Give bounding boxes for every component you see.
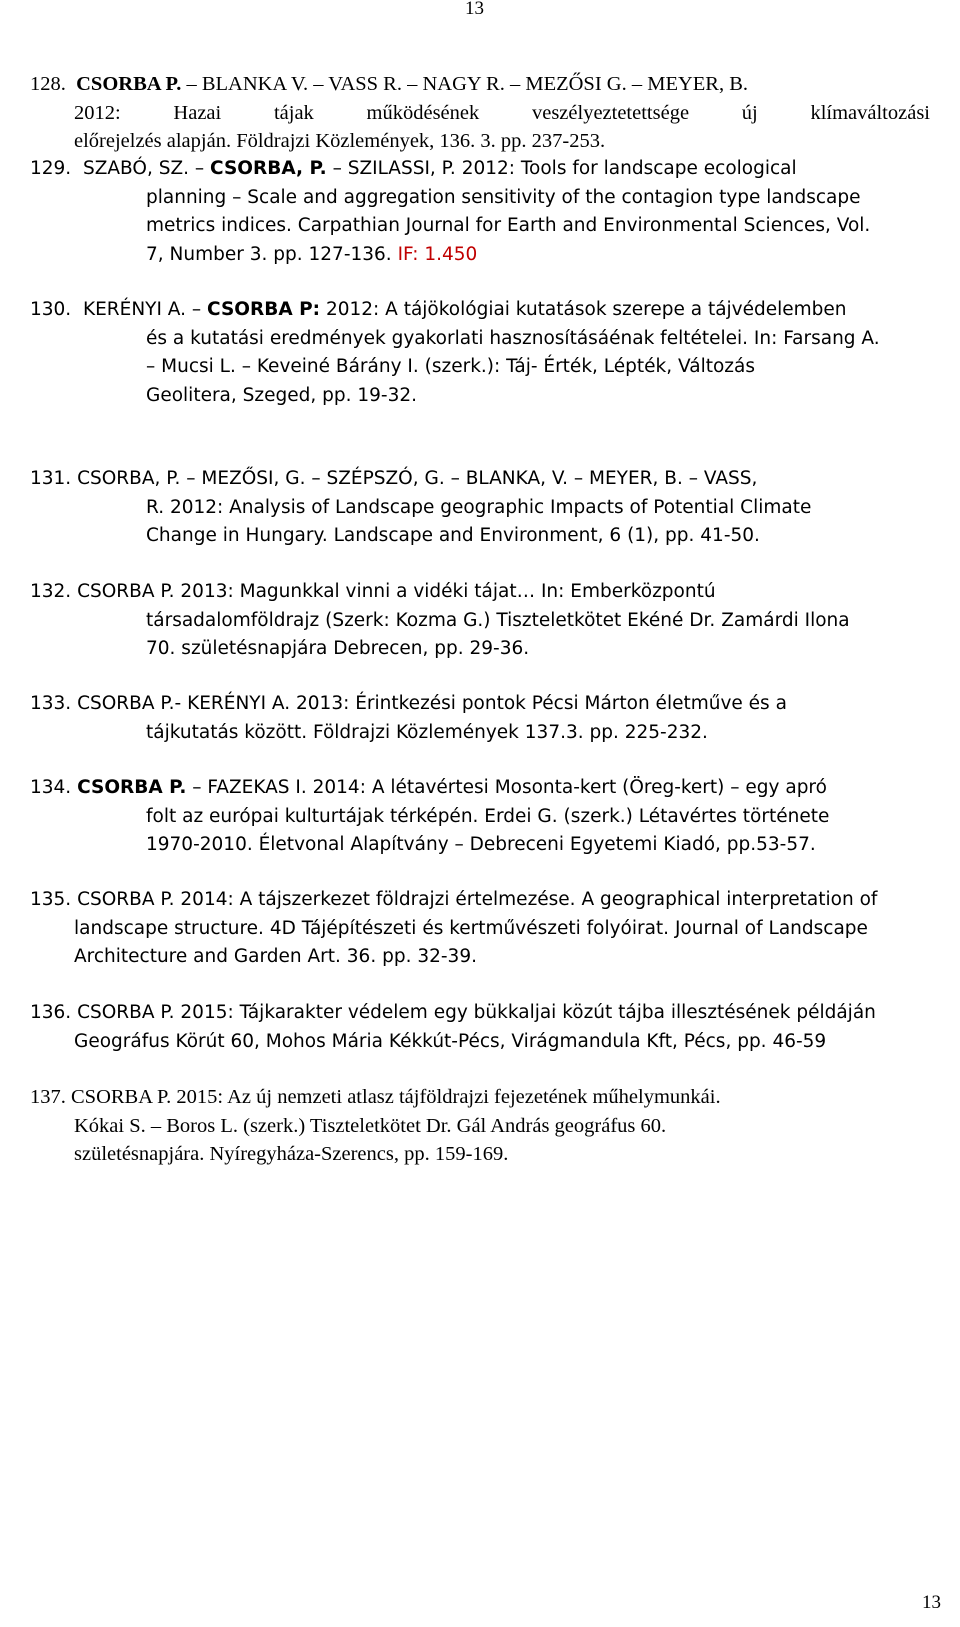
author-highlight: CSORBA, P. <box>210 158 327 179</box>
reference-136 <box>30 999 930 1056</box>
ref-line: 131. CSORBA, P. – MEZŐSI, G. – SZÉPSZÓ, G. – BLANKA, V. – MEYER, B. – VASS, <box>30 468 758 489</box>
ref-line <box>30 296 930 325</box>
ref-text: KERÉNYI A. – <box>82 299 208 320</box>
ref-number: 128. <box>30 73 66 95</box>
ref-line: landscape structure. 4D Tájépítészeti és kertművészeti folyóirat. Journal of Landscape <box>74 917 868 939</box>
reference-132 <box>30 578 930 664</box>
ref-line <box>30 155 930 184</box>
ref-line: 70. születésnapjára Debrecen, pp. 29-36. <box>146 638 530 659</box>
ref-number: 129. <box>30 158 72 179</box>
ref-line: metrics indices. Carpathian Journal for Earth and Environmental Sciences, Vol. <box>146 215 871 236</box>
ref-number: 130. <box>30 299 72 320</box>
ref-text: 2012: A tájökológiai kutatások szerepe a tájvédelemben <box>320 299 847 320</box>
author-highlight: CSORBA P: <box>207 299 321 320</box>
ref-line: planning – Scale and aggregation sensitivity of the contagion type landscape <box>146 186 861 208</box>
reference-135 <box>30 886 930 972</box>
ref-text: – FAZEKAS I. 2014: A létavértesi Mosonta-kert (Öreg-kert) – egy apró <box>186 777 827 798</box>
ref-line: Architecture and Garden Art. 36. pp. 32-39. <box>74 946 477 967</box>
ref-line: – Mucsi L. – Keveiné Bárány I. (szerk.): Táj- Érték, Lépték, Változás <box>146 356 755 377</box>
ref-line: 1970-2010. Életvonal Alapítvány – Debreceni Egyetemi Kiadó, pp.53-57. <box>146 834 816 855</box>
ref-line: R. 2012: Analysis of Landscape geographic Impacts of Potential Climate <box>146 496 812 518</box>
reference-130 <box>30 296 930 410</box>
ref-number: 134. <box>30 777 78 798</box>
ref-line <box>30 70 930 99</box>
ref-text: 7, Number 3. pp. 127-136. <box>146 243 398 265</box>
author-highlight: CSORBA P. <box>77 777 187 798</box>
reference-129 <box>30 155 930 269</box>
ref-line: tájkutatás között. Földrajzi Közlemények 137.3. pp. 225-232. <box>146 721 708 743</box>
ref-line: előrejelzés alapján. Földrajzi Közlemények, 136. 3. pp. 237-253. <box>74 130 606 152</box>
ref-text: – SZILASSI, P. 2012: Tools for landscape ecological <box>326 158 797 179</box>
ref-line: és a kutatási eredmények gyakorlati hasznosításáénak feltételei. In: Farsang A. <box>146 327 880 349</box>
ref-text: – BLANKA V. – VASS R. – NAGY R. – MEZŐSI G. – MEYER, B. <box>181 73 749 95</box>
ref-line: 133. CSORBA P.- KERÉNYI A. 2013: Érintkezési pontok Pécsi Márton életműve és a <box>30 693 787 714</box>
ref-line: 2012: Hazai tájak működésének veszélyeztetettsége új klímaváltozási <box>74 101 930 124</box>
ref-line: 137. CSORBA P. 2015: Az új nemzeti atlasz tájföldrajzi fejezetének műhelymunkái. <box>30 1086 721 1108</box>
ref-line: társadalomföldrajz (Szerk: Kozma G.) Tiszteletkötet Ekéné Dr. Zamárdi Ilona <box>146 609 850 631</box>
ref-line: születésnapjára. Nyíregyháza-Szerencs, pp. 159-169. <box>74 1143 509 1165</box>
ref-line: 132. CSORBA P. 2013: Magunkkal vinni a vidéki tájat… In: Emberközpontú <box>30 581 716 602</box>
ref-line <box>30 241 930 270</box>
ref-line: Geográfus Körút 60, Mohos Mária Kékkút-Pécs, Virágmandula Kft, Pécs, pp. 46-59 <box>74 1030 827 1052</box>
reference-137 <box>30 1083 930 1169</box>
ref-line: 135. CSORBA P. 2014: A tájszerkezet földrajzi értelmezése. A geographical interpretation of <box>30 889 878 910</box>
author-highlight: CSORBA P. <box>76 73 182 95</box>
ref-line: Change in Hungary. Landscape and Environment, 6 (1), pp. 41-50. <box>146 525 760 546</box>
ref-line <box>30 774 930 803</box>
ref-line: Geolitera, Szeged, pp. 19-32. <box>146 384 418 406</box>
reference-133 <box>30 690 930 747</box>
ref-line: Kókai S. – Boros L. (szerk.) Tiszteletkötet Dr. Gál András geográfus 60. <box>74 1114 667 1137</box>
reference-134 <box>30 774 930 860</box>
reference-128 <box>30 70 930 156</box>
impact-factor: IF: 1.450 <box>397 243 478 265</box>
ref-text: SZABÓ, SZ. – <box>82 158 211 179</box>
page-number-bottom: 13 <box>922 1592 941 1613</box>
ref-line: 136. CSORBA P. 2015: Tájkarakter védelem egy bükkaljai közút tájba illesztésének példáján <box>30 1002 876 1023</box>
reference-131 <box>30 465 930 551</box>
ref-line: folt az európai kulturtájak térképén. Erdei G. (szerk.) Létavértes története <box>146 805 830 827</box>
page-number-top: 13 <box>465 0 484 19</box>
